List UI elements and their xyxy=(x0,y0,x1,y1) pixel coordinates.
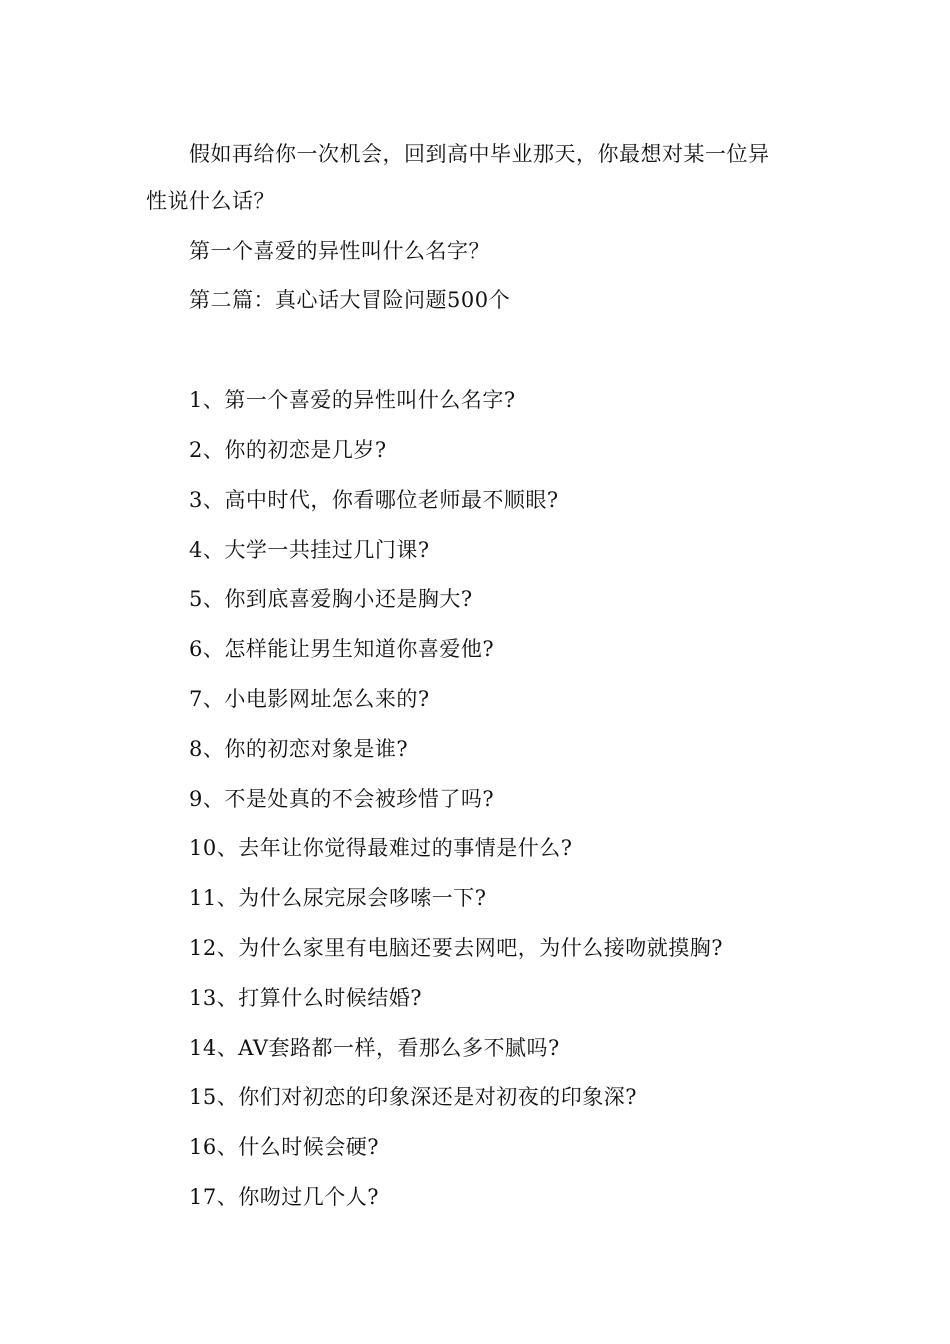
section-title: 第二篇：真心话大冒险问题500个 xyxy=(189,288,511,312)
question-item: 1、第一个喜爱的异性叫什么名字? xyxy=(189,388,516,412)
question-item: 15、你们对初恋的印象深还是对初夜的印象深? xyxy=(189,1085,637,1109)
question-item: 16、什么时候会硬? xyxy=(189,1135,379,1159)
question-item: 7、小电影网址怎么来的? xyxy=(189,687,430,711)
question-item: 17、你吻过几个人? xyxy=(189,1185,379,1209)
question-item: 3、高中时代，你看哪位老师最不顺眼? xyxy=(189,488,559,512)
intro-line-1: 假如再给你一次机会，回到高中毕业那天，你最想对某一位异 xyxy=(189,142,770,166)
question-item: 9、不是处真的不会被珍惜了吗? xyxy=(189,787,495,811)
question-item: 5、你到底喜爱胸小还是胸大? xyxy=(189,587,473,611)
question-item: 2、你的初恋是几岁? xyxy=(189,438,387,462)
question-item: 11、为什么尿完尿会哆嗦一下? xyxy=(189,886,487,910)
intro-line-3: 第一个喜爱的异性叫什么名字？ xyxy=(189,239,490,263)
question-item: 6、怎样能让男生知道你喜爱他? xyxy=(189,637,495,661)
question-item: 4、大学一共挂过几门课? xyxy=(189,538,430,562)
question-item: 10、去年让你觉得最难过的事情是什么? xyxy=(189,836,573,860)
question-item: 13、打算什么时候结婚? xyxy=(189,986,422,1010)
question-item: 14、AV套路都一样，看那么多不腻吗? xyxy=(189,1036,560,1060)
intro-line-2: 性说什么话？ xyxy=(146,189,275,213)
question-item: 8、你的初恋对象是谁? xyxy=(189,737,409,761)
question-item: 12、为什么家里有电脑还要去网吧，为什么接吻就摸胸? xyxy=(189,936,723,960)
